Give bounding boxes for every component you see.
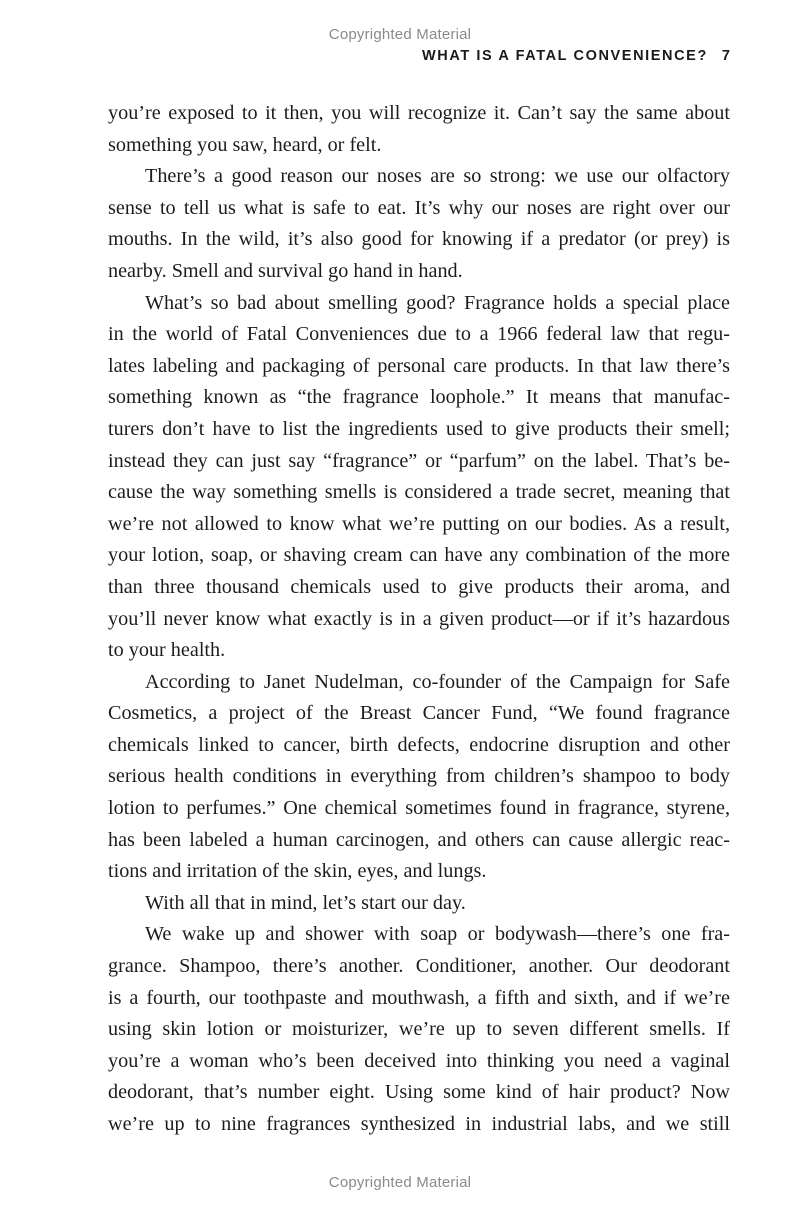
text-line: According to Janet Nudelman, co-founder of the Campaign for Safe	[145, 670, 730, 693]
text-line: tions and irritation of the skin, eyes, and lungs.	[108, 860, 487, 883]
copyright-watermark-bottom: Copyrighted Material	[328, 1174, 472, 1191]
text-line: cause the way something smells is considered a trade secret, meaning that	[108, 481, 730, 504]
text-line: instead they can just say “fragrance” or “parfum” on the label. That’s be-	[108, 449, 730, 472]
text-line: than three thousand chemicals used to give products their aroma, and	[108, 575, 730, 598]
text-line: you’re exposed to it then, you will recognize it. Can’t say the same about	[108, 102, 730, 124]
text-line: What’s so bad about smelling good? Fragrance holds a special place	[145, 291, 730, 314]
text-line: sense to tell us what is safe to eat. It’s why our noses are right over our	[108, 196, 730, 219]
text-line: lates labeling and packaging of personal care products. In that law there’s	[108, 354, 730, 377]
body-text	[108, 98, 730, 1141]
running-header	[422, 48, 730, 64]
text-line: your lotion, soap, or shaving cream can have any combination of the more	[108, 544, 730, 567]
text-line: something known as “the fragrance loophole.” It means that manufac-	[108, 386, 730, 409]
copyright-watermark-top: Copyrighted Material	[328, 26, 472, 43]
text-line: we’re up to nine fragrances synthesized in industrial labs, and we still	[108, 1113, 730, 1135]
text-line: using skin lotion or moisturizer, we’re up to seven different smells. If	[108, 1018, 730, 1041]
text-line: deodorant, that’s number eight. Using some kind of hair product? Now	[108, 1081, 730, 1104]
page-number: 7	[721, 48, 730, 64]
text-line: There’s a good reason our noses are so strong: we use our olfactory	[145, 165, 730, 188]
text-line: something you saw, heard, or felt.	[108, 133, 382, 156]
chapter-title: WHAT IS A FATAL CONVENIENCE?	[421, 48, 708, 64]
text-line: lotion to perfumes.” One chemical sometimes found in fragrance, styrene,	[108, 797, 730, 820]
text-line: Cosmetics, a project of the Breast Cancer Fund, “We found fragrance	[108, 702, 730, 725]
text-line: mouths. In the wild, it’s also good for knowing if a predator (or prey) is	[108, 228, 730, 251]
text-line: turers don’t have to list the ingredients used to give products their smell;	[108, 417, 730, 440]
text-line: We wake up and shower with soap or bodywash—there’s one fra-	[145, 923, 730, 946]
text-line: to your health.	[108, 639, 226, 662]
text-line: nearby. Smell and survival go hand in hand.	[108, 259, 463, 282]
text-line: chemicals linked to cancer, birth defects, endocrine disruption and other	[108, 733, 730, 756]
text-line: serious health conditions in everything from children’s shampoo to body	[108, 765, 730, 788]
text-line: is a fourth, our toothpaste and mouthwash, a fifth and sixth, and if we’re	[108, 986, 730, 1009]
text-line: grance. Shampoo, there’s another. Conditioner, another. Our deodorant	[108, 955, 730, 978]
text-line: you’re a woman who’s been deceived into thinking you need a vaginal	[108, 1049, 730, 1072]
text-line: we’re not allowed to know what we’re putting on our bodies. As a result,	[108, 512, 730, 535]
text-line: in the world of Fatal Conveniences due to a 1966 federal law that regu-	[108, 323, 730, 346]
text-line: With all that in mind, let’s start our day.	[145, 891, 466, 914]
text-line: you’ll never know what exactly is in a given product—or if it’s hazardous	[108, 607, 730, 630]
text-line: has been labeled a human carcinogen, and others can cause allergic reac-	[108, 828, 730, 851]
